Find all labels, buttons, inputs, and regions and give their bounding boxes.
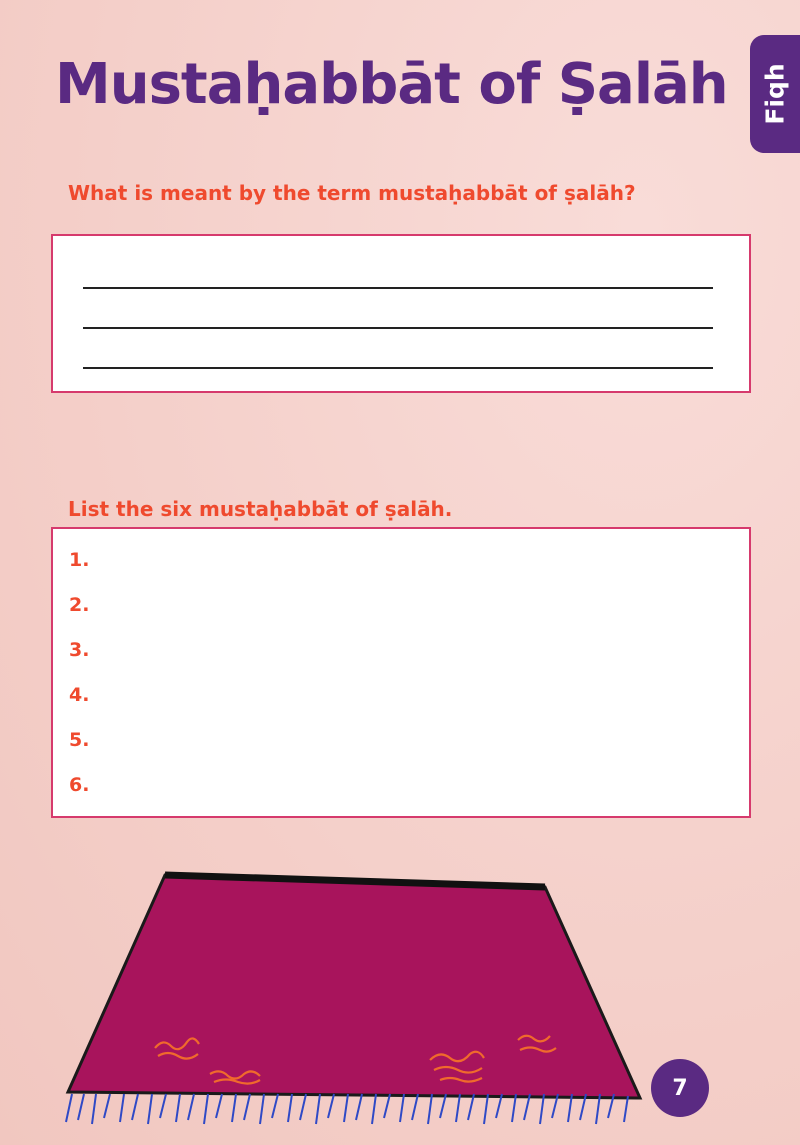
page-number-badge: 7: [651, 1059, 709, 1117]
list-number-5: 5.: [69, 729, 90, 751]
list-number-4: 4.: [69, 684, 90, 706]
writing-line[interactable]: [83, 327, 713, 329]
list-number-3: 3.: [69, 639, 90, 661]
writing-line[interactable]: [83, 367, 713, 369]
list-number-1: 1.: [69, 549, 90, 571]
answer-box-1[interactable]: [51, 234, 751, 393]
prayer-rug: [68, 875, 640, 1098]
section-tab-label: Fiqh: [760, 63, 790, 125]
rug-fringe: [66, 1094, 628, 1124]
question-2-prompt: List the six mustaḥabbāt of ṣalāh.: [68, 497, 453, 521]
section-tab: [750, 35, 800, 153]
writing-line[interactable]: [83, 287, 713, 289]
list-number-2: 2.: [69, 594, 90, 616]
list-number-6: 6.: [69, 774, 90, 796]
question-1-prompt: What is meant by the term mustaḥabbāt of ṣalāh?: [68, 181, 636, 205]
answer-box-2[interactable]: [51, 527, 751, 818]
page-title: Mustaḥabbāt of Ṣalāh: [55, 52, 728, 117]
